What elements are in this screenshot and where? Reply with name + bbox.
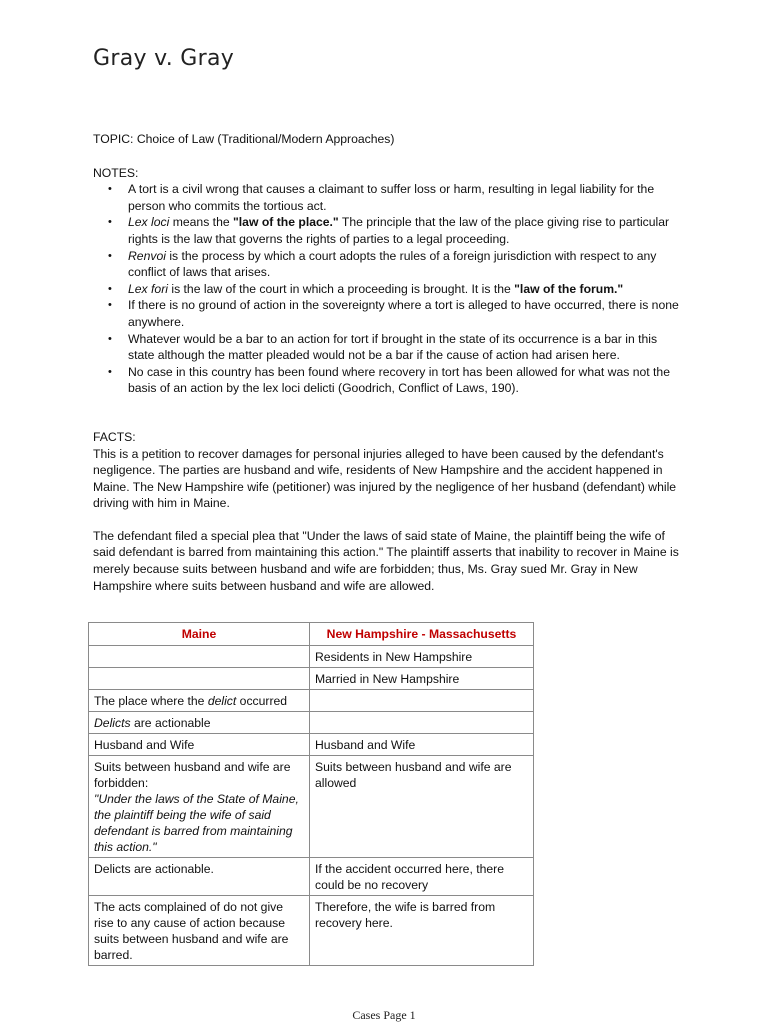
maine-cell xyxy=(89,712,310,734)
new-hampshire-cell xyxy=(310,858,534,896)
facts-heading: FACTS: xyxy=(93,429,136,444)
table-row xyxy=(89,734,534,756)
text-run: Therefore, the wife is barred from recovery here. xyxy=(315,900,496,930)
topic-line xyxy=(93,131,683,148)
bullet-icon: • xyxy=(108,249,112,262)
table-row xyxy=(89,756,534,858)
text-run: "law of the place." xyxy=(233,215,339,230)
text-run: occurred xyxy=(236,694,288,708)
maine-cell xyxy=(89,756,310,858)
text-run: Married in New Hampshire xyxy=(315,672,460,686)
document-title: Gray v. Gray xyxy=(93,46,235,71)
notes-heading: NOTES: xyxy=(93,165,139,180)
new-hampshire-cell xyxy=(310,668,534,690)
topic-text: Choice of Law (Traditional/Modern Approaches) xyxy=(136,132,395,146)
text-run: is the law of the court in which a proceeding is brought. It is the xyxy=(167,281,515,296)
bullet-icon: • xyxy=(108,332,112,345)
text-run: If there is no ground of action in the sovereignty where a tort is alleged to have occurred, there is none anywhere. xyxy=(128,298,679,329)
maine-cell xyxy=(89,896,310,966)
new-hampshire-cell xyxy=(310,734,534,756)
notes-list xyxy=(93,181,683,397)
bullet-icon: • xyxy=(108,365,112,378)
bullet-icon: • xyxy=(108,216,112,229)
page-footer: Cases Page 1 xyxy=(352,1008,416,1022)
note-item xyxy=(93,364,683,397)
text-run: Husband and Wife xyxy=(315,738,416,752)
maine-cell xyxy=(89,690,310,712)
note-item xyxy=(93,331,683,364)
table-header-row xyxy=(89,623,534,646)
header-maine: Maine xyxy=(89,623,310,646)
bullet-icon: • xyxy=(108,282,112,295)
maine-cell xyxy=(89,646,310,668)
new-hampshire-cell xyxy=(310,646,534,668)
text-run: Husband and Wife xyxy=(94,738,195,752)
text-run: Renvoi xyxy=(128,248,166,263)
text-run: "Under the laws of the State of Maine, the plaintiff being the wife of said defendant is barred from maintaining this action." xyxy=(94,792,299,854)
bullet-icon: • xyxy=(108,183,112,196)
comparison-table xyxy=(88,622,534,966)
table-row xyxy=(89,668,534,690)
new-hampshire-cell xyxy=(310,756,534,858)
text-run: Lex fori xyxy=(128,281,168,296)
table-row xyxy=(89,690,534,712)
note-item xyxy=(93,181,683,214)
maine-cell xyxy=(89,858,310,896)
text-run: is the process by which a court adopts the rules of a foreign jurisdiction with respect to any conflict of laws that arises. xyxy=(128,248,657,280)
text-run: The acts complained of do not give rise to any cause of action because suits between husband and wife are barred. xyxy=(94,900,289,962)
bullet-icon: • xyxy=(108,299,112,312)
document-body xyxy=(93,131,683,594)
table-row xyxy=(89,896,534,966)
new-hampshire-cell xyxy=(310,690,534,712)
text-run: Whatever would be a bar to an action for tort if brought in the state of its occurrence is a bar in this state although the matter pleaded would not be a bar if the cause of action had arisen here. xyxy=(128,331,658,363)
table-row xyxy=(89,858,534,896)
note-item xyxy=(93,281,683,298)
text-run: If the accident occurred here, there could be no recovery xyxy=(315,862,505,892)
note-item xyxy=(93,214,683,247)
text-run: Lex loci xyxy=(128,215,170,230)
facts-paragraph-1: This is a petition to recover damages for personal injuries alleged to have been caused by the defendant's negligence. The parties are husband and wife, residents of New Hampshire and the accident happened in Maine. The New Hampshire wife (petitioner) was injured by the negligence of her husband (defendant) while driving with him in Maine. xyxy=(93,446,677,511)
text-run: are actionable xyxy=(130,716,211,730)
text-run: "law of the forum." xyxy=(514,281,624,296)
maine-cell xyxy=(89,734,310,756)
text-run: Suits between husband and wife are forbidden: xyxy=(94,760,291,790)
text-run: No case in this country has been found where recovery in tort has been allowed for what was not the basis of an action by the lex loci delicti (Goodrich, Conflict of Laws, 190). xyxy=(128,364,670,396)
text-run: The principle that the law of the place giving rise to particular rights is the law that governs the rights of parties to a legal proceeding. xyxy=(128,215,670,246)
table-row xyxy=(89,646,534,668)
topic-label: TOPIC: xyxy=(93,132,134,146)
note-item xyxy=(93,297,683,330)
text-run: means the xyxy=(169,215,234,230)
text-run: Delicts xyxy=(94,716,131,730)
maine-cell xyxy=(89,668,310,690)
header-new-hampshire: New Hampshire - Massachusetts xyxy=(310,623,534,646)
facts-paragraph-2: The defendant filed a special plea that "Under the laws of said state of Maine, the plaintiff being the wife of said defendant is barred from maintaining this action." The plaintiff asserts that inability to recover in Maine is merely because suits between husband and wife are forbidden; thus, Ms. Gray sued Mr. Gray in New Hampshire where suits between husband and wife are allowed. xyxy=(93,528,679,593)
text-run: delict xyxy=(207,694,237,708)
text-run: Suits between husband and wife are allowed xyxy=(315,760,512,790)
note-item xyxy=(93,248,683,281)
text-run: Delicts are actionable. xyxy=(94,862,214,876)
new-hampshire-cell xyxy=(310,712,534,734)
text-run: A tort is a civil wrong that causes a claimant to suffer loss or harm, resulting in legal liability for the person who commits the tortious act. xyxy=(128,182,655,213)
text-run: Residents in New Hampshire xyxy=(315,650,473,664)
table-row xyxy=(89,712,534,734)
table-body xyxy=(89,646,534,966)
text-run: The place where the xyxy=(94,694,208,708)
new-hampshire-cell xyxy=(310,896,534,966)
